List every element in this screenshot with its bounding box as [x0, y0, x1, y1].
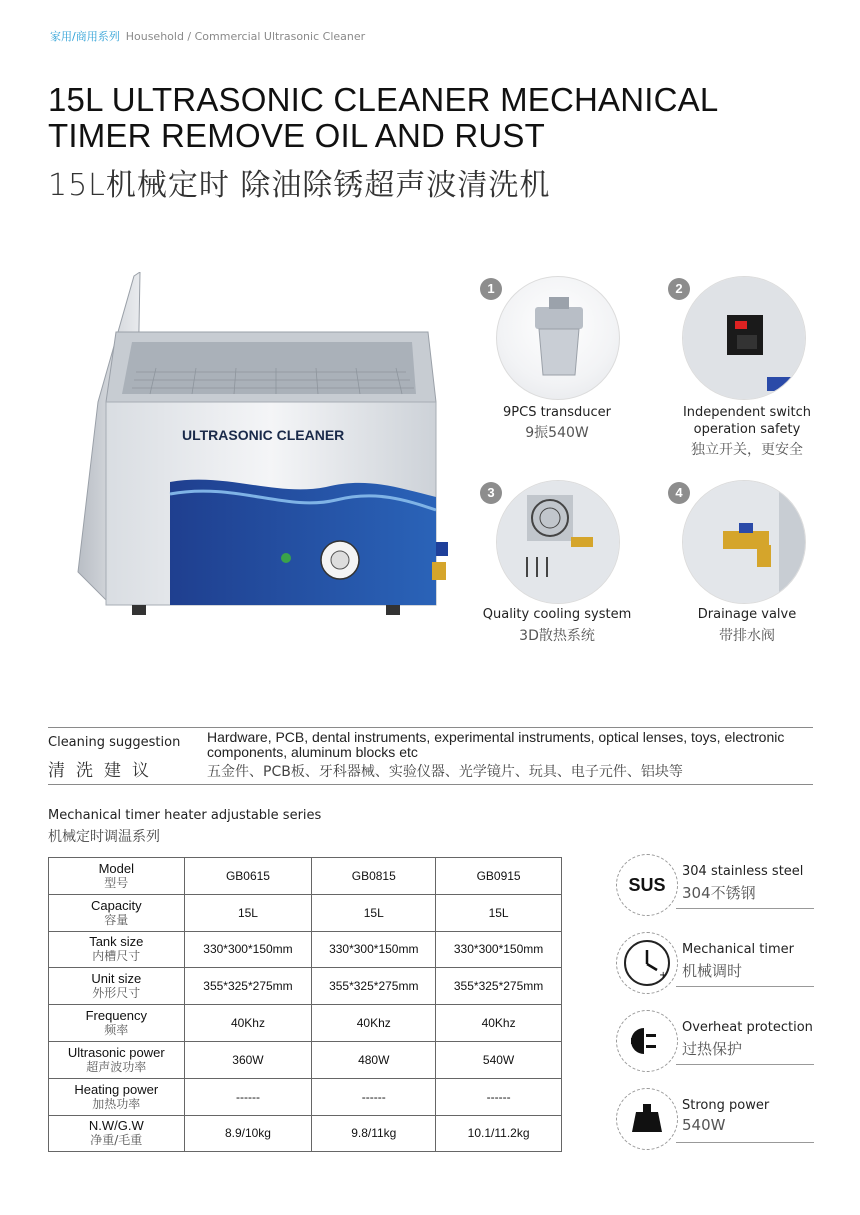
table-cell: 10.1/11.2kg	[436, 1115, 562, 1152]
cooling-fan-image	[496, 480, 620, 604]
suggestion-label-chinese: 清洗建议	[48, 761, 160, 781]
feature-title-en: 9PCS transducer	[503, 405, 611, 420]
divider	[676, 908, 814, 909]
table-row	[49, 894, 562, 931]
table-row	[49, 968, 562, 1005]
divider	[676, 1064, 814, 1065]
feature-item	[462, 276, 652, 456]
feature-icon-row	[612, 928, 817, 998]
table-cell: 15L	[184, 894, 312, 931]
spec-table	[48, 857, 562, 1152]
row-header: N.W/G.W 净重/毛重	[49, 1115, 185, 1152]
feature-number: 4	[668, 482, 690, 504]
suggestion-text-chinese: 五金件、PCB板、牙科器械、实验仪器、光学镜片、玩具、电子元件、铝块等	[207, 764, 683, 780]
table-row	[49, 1041, 562, 1078]
table-cell: GB0915	[436, 858, 562, 895]
icon-label-en: 304 stainless steel	[682, 864, 804, 879]
svg-text:+: +	[659, 970, 668, 981]
icon-label-cn: 304不锈钢	[682, 884, 756, 902]
table-cell: 330*300*150mm	[184, 931, 312, 968]
table-cell: GB0615	[184, 858, 312, 895]
table-cell: 9.8/11kg	[312, 1115, 436, 1152]
feature-item	[652, 276, 842, 461]
panel-label: ULTRASONIC CLEANER	[182, 427, 345, 443]
feature-item	[652, 480, 842, 645]
breadcrumb	[50, 28, 365, 44]
table-row	[49, 858, 562, 895]
page-title: 15L ULTRASONIC CLEANER MECHANICAL TIMER REMOVE OIL AND RUST	[48, 81, 718, 154]
table-row	[49, 1078, 562, 1115]
feature-icon-row	[612, 850, 817, 920]
table-cell: 40Khz	[312, 1005, 436, 1042]
icon-label-en: Mechanical timer	[682, 942, 794, 957]
table-cell: 480W	[312, 1041, 436, 1078]
table-cell: 15L	[436, 894, 562, 931]
svg-text:SUS: SUS	[628, 875, 666, 895]
series-title-chinese: 机械定时调温系列	[48, 829, 160, 845]
suggestion-text: Hardware, PCB, dental instruments, experimental instruments, optical lenses, toys, electronic components, aluminum blocks etc	[207, 729, 785, 760]
icon-label-cn: 机械调时	[682, 962, 743, 980]
feature-title-en: Independent switch operation safety	[682, 405, 812, 437]
clock-icon	[624, 940, 670, 986]
table-row	[49, 931, 562, 968]
drain-valve-image	[682, 480, 806, 604]
breadcrumb-subtitle: Household / Commercial Ultrasonic Cleaner	[125, 30, 366, 43]
table-cell: 330*300*150mm	[312, 931, 436, 968]
table-cell: 40Khz	[436, 1005, 562, 1042]
feature-number: 1	[480, 278, 502, 300]
sus-badge-icon	[624, 862, 670, 908]
feature-title-cn: 带排水阀	[719, 628, 775, 644]
switch-image	[682, 276, 806, 400]
feature-number: 3	[480, 482, 502, 504]
feature-number: 2	[668, 278, 690, 300]
feature-title-en: Drainage valve	[697, 607, 797, 622]
table-cell: 15L	[312, 894, 436, 931]
plug-icon	[624, 1018, 670, 1064]
feature-icon-row	[612, 1084, 817, 1154]
row-header: Unit size 外形尺寸	[49, 968, 185, 1005]
feature-title-cn: 9振540W	[525, 425, 589, 441]
table-cell: 8.9/10kg	[184, 1115, 312, 1152]
table-cell: 355*325*275mm	[312, 968, 436, 1005]
series-title: Mechanical timer heater adjustable series	[48, 808, 322, 823]
page-title-chinese: 15L机械定时 除油除锈超声波清洗机	[48, 168, 551, 203]
feature-title-en: Quality cooling system	[482, 607, 632, 622]
table-cell: ------	[184, 1078, 312, 1115]
breadcrumb-category[interactable]: 家用/商用系列	[50, 30, 120, 43]
product-image	[76, 272, 452, 618]
table-cell: 355*325*275mm	[184, 968, 312, 1005]
divider	[676, 986, 814, 987]
table-cell: ------	[436, 1078, 562, 1115]
table-cell: 540W	[436, 1041, 562, 1078]
transducer-image	[496, 276, 620, 400]
table-row	[49, 1115, 562, 1152]
feature-title-cn: 独立开关，更安全	[691, 442, 803, 458]
row-header: Capacity 容量	[49, 894, 185, 931]
feature-item	[462, 480, 652, 645]
table-cell: 360W	[184, 1041, 312, 1078]
table-cell: ------	[312, 1078, 436, 1115]
suggestion-label: Cleaning suggestion	[48, 735, 181, 750]
icon-label-en: Strong power	[682, 1098, 770, 1113]
table-row	[49, 1005, 562, 1042]
feature-icon-row	[612, 1006, 817, 1076]
feature-title-cn: 3D散热系统	[519, 628, 595, 644]
icon-label-en: Overheat protection	[682, 1020, 813, 1035]
divider	[676, 1142, 814, 1143]
divider	[48, 784, 813, 785]
row-header: Ultrasonic power 超声波功率	[49, 1041, 185, 1078]
icon-label-cn: 过热保护	[682, 1040, 743, 1058]
row-header: Model 型号	[49, 858, 185, 895]
table-cell: 40Khz	[184, 1005, 312, 1042]
table-cell: 330*300*150mm	[436, 931, 562, 968]
row-header: Tank size 内槽尺寸	[49, 931, 185, 968]
icon-label-cn: 540W	[682, 1116, 726, 1134]
row-header: Heating power 加热功率	[49, 1078, 185, 1115]
divider	[48, 727, 813, 728]
table-cell: GB0815	[312, 858, 436, 895]
row-header: Frequency 频率	[49, 1005, 185, 1042]
power-icon	[624, 1096, 670, 1142]
table-cell: 355*325*275mm	[436, 968, 562, 1005]
